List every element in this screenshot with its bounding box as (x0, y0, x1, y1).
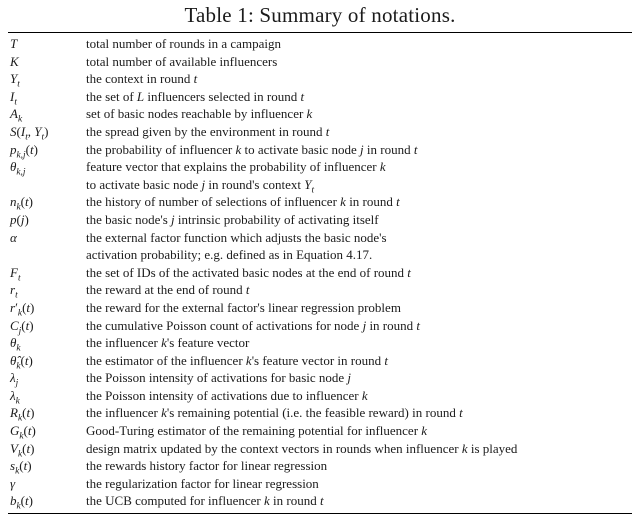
table-row (8, 369, 632, 387)
table-row (8, 317, 632, 335)
symbol-cell: $\theta_k$ (10, 335, 21, 354)
symbol-cell: $C_j(t)$ (10, 317, 34, 337)
symbol-cell: $p_{k,j}(t)$ (10, 141, 38, 161)
symbol-cell: $G_k(t)$ (10, 423, 36, 442)
table-row (8, 193, 632, 211)
table-row (8, 352, 632, 370)
table-row (8, 229, 632, 264)
description-cell: the spread given by the environment in round t (86, 123, 330, 139)
table-row (8, 457, 632, 475)
description-cell: the context in round t (86, 71, 198, 87)
table-row (8, 422, 632, 440)
symbol-cell: $\lambda_k$ (10, 387, 20, 407)
table-row (8, 334, 632, 352)
description-cell: the probability of influencer k to activate basic node j in round t (86, 141, 418, 157)
symbol-cell: $s_k(t)$ (10, 458, 32, 477)
description-cell: the Poisson intensity of activations due to influencer k (86, 387, 368, 403)
table-row (8, 105, 632, 123)
table-row (8, 53, 632, 71)
description-cell: the set of L influencers selected in round t (86, 88, 305, 104)
symbol-cell: $\theta_{k,j}$ (10, 159, 26, 178)
symbol-cell: γ (10, 475, 16, 491)
symbol-cell: p(j) (10, 211, 29, 227)
description-cell: the influencer k's feature vector (86, 335, 250, 351)
description-cell: the estimator of the influencer k's feature vector in round t (86, 352, 388, 368)
symbol-cell: $S(I_t$, $Y_t$) (10, 123, 49, 143)
description-cell: the reward for the external factor's linear regression problem (86, 299, 401, 315)
description-cell: total number of rounds in a campaign (86, 36, 281, 51)
symbol-cell: $b_k(t)$ (10, 493, 33, 513)
description-cell: the UCB computed for influencer k in round t (86, 493, 324, 509)
notation-table (8, 35, 632, 513)
table-row (8, 70, 632, 88)
symbol-cell: $V_k(t)$ (10, 440, 35, 460)
symbol-cell: $\thetâ_k(t)$ (10, 352, 33, 372)
description-cell: the history of number of selections of influencer k in round t (86, 194, 400, 210)
symbol-cell: $\lambda_j$ (10, 370, 19, 389)
description-cell: feature vector that explains the probability of influencer k to activate basic node j in round's context $Y_t$ (86, 159, 386, 196)
description-cell: total number of available influencers (86, 53, 278, 69)
symbol-cell: $R_k(t)$ (10, 405, 35, 425)
table-row (8, 264, 632, 282)
symbol-cell: K (10, 53, 19, 69)
symbol-cell: $A_k$ (10, 106, 23, 125)
symbol-cell: T (10, 36, 18, 51)
table-row (8, 141, 632, 159)
table-row (8, 404, 632, 422)
description-cell: the basic node's j intrinsic probability of activating itself (86, 211, 379, 227)
symbol-cell: $r_t$ (10, 282, 18, 301)
table-row (8, 211, 632, 229)
table-row (8, 475, 632, 493)
table-row (8, 387, 632, 405)
description-cell: the Poisson intensity of activations for basic node j (86, 370, 352, 386)
description-cell: design matrix updated by the context vectors in rounds when influencer k is played (86, 440, 518, 456)
description-cell: the cumulative Poisson count of activations for node j in round t (86, 317, 421, 333)
table-row (8, 281, 632, 299)
table-row (8, 492, 632, 510)
description-cell: the external factor function which adjusts the basic node's activation probability; e.g. defined as in Equation 4.17. (86, 229, 387, 263)
symbol-cell: $I_t$ (10, 88, 17, 108)
description-cell: set of basic nodes reachable by influencer k (86, 106, 313, 122)
table-title: Table 1: Summary of notations. (184, 3, 456, 27)
description-cell: Good-Turing estimator of the remaining potential for influencer k (86, 423, 428, 439)
symbol-cell: $F_t$ (10, 264, 21, 284)
table-row (8, 123, 632, 141)
table-row (8, 88, 632, 106)
symbol-cell: $Y_t$ (10, 71, 20, 90)
description-cell: the rewards history factor for linear regression (86, 458, 328, 474)
notation-table-body (8, 35, 632, 513)
table-row (8, 158, 632, 193)
symbol-cell: $r'_k(t)$ (10, 299, 35, 319)
table-row (8, 35, 632, 53)
description-cell: the reward at the end of round t (86, 282, 250, 298)
description-cell: the set of IDs of the activated basic nodes at the end of round t (86, 264, 411, 280)
symbol-cell: α (10, 229, 17, 245)
description-cell: the influencer k's remaining potential (i.e. the feasible reward) in round t (86, 405, 463, 421)
notation-table-wrapper (8, 32, 632, 514)
table-row (8, 299, 632, 317)
description-cell: the regularization factor for linear regression (86, 475, 319, 491)
table-row (8, 440, 632, 458)
symbol-cell: $n_k(t)$ (10, 194, 33, 213)
